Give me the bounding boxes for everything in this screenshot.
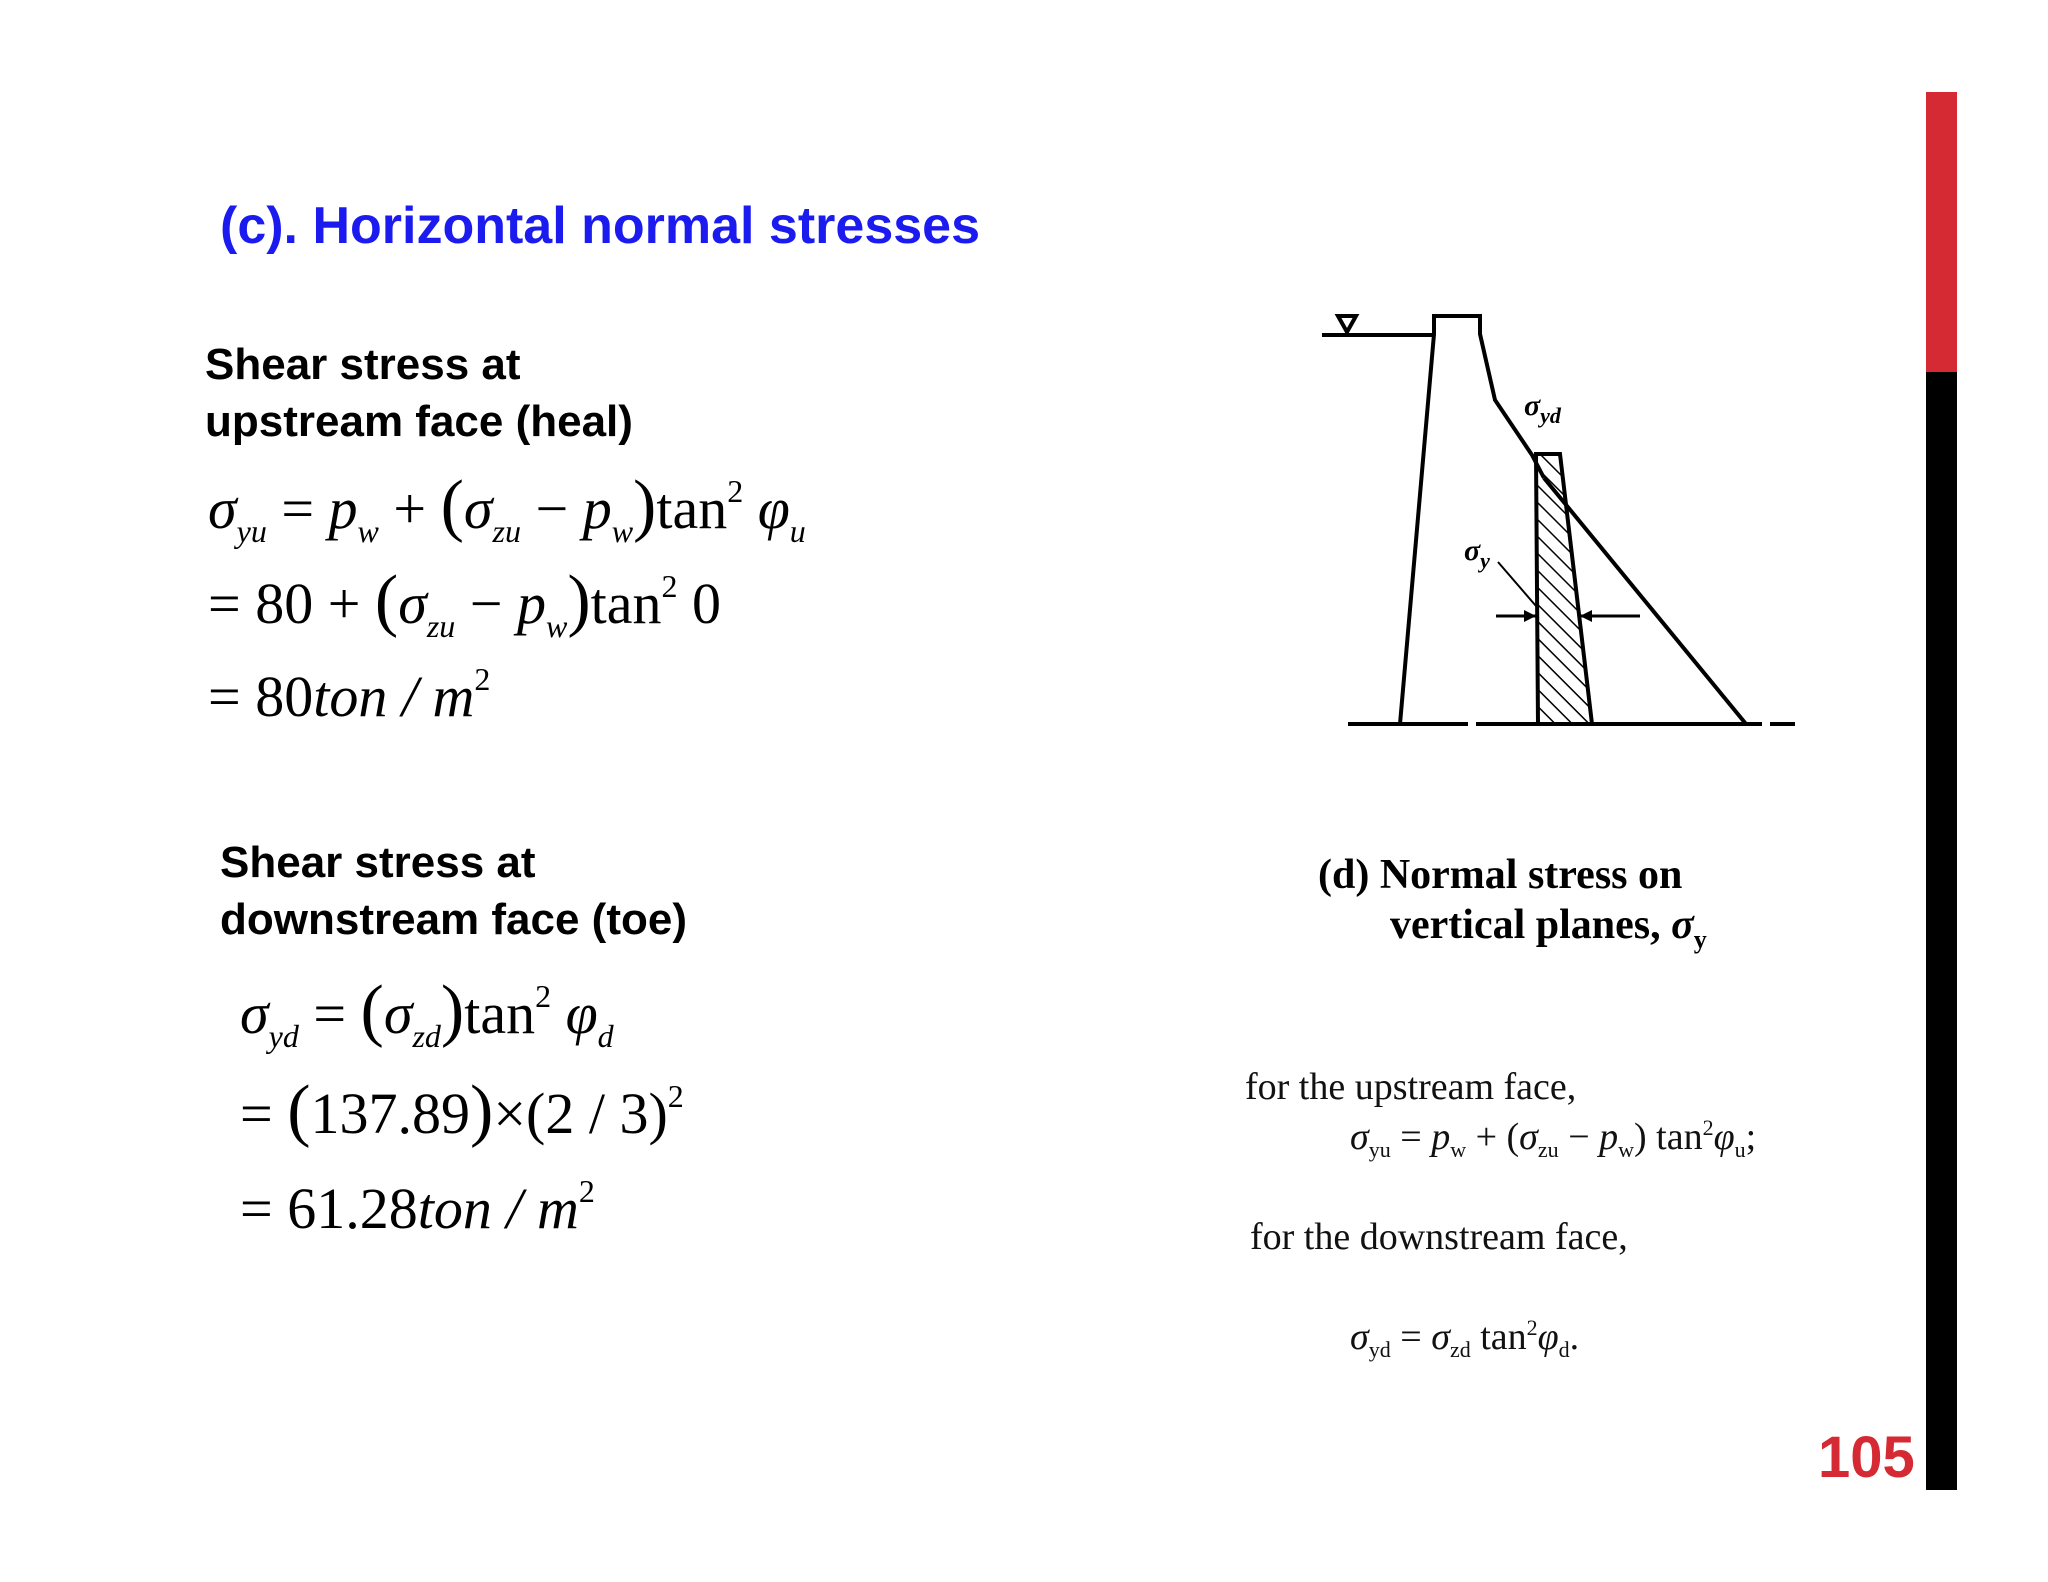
exponent: 2 bbox=[727, 473, 744, 509]
dam-outline bbox=[1400, 316, 1544, 724]
sigma-symbol: σ bbox=[240, 981, 269, 1046]
left-paren: ( bbox=[374, 562, 399, 639]
arrowhead-icon bbox=[1524, 610, 1536, 622]
exponent: 2 bbox=[578, 1173, 595, 1209]
pressure-symbol: p bbox=[582, 476, 612, 541]
exponent: 2 bbox=[535, 978, 552, 1014]
unit: ton / m bbox=[417, 1176, 579, 1241]
downstream-equation-1 bbox=[240, 972, 614, 1054]
upstream-note-text: for the upstream face, bbox=[1245, 1066, 1577, 1108]
left-paren: ( bbox=[287, 1072, 311, 1149]
subscript: zu bbox=[492, 513, 521, 549]
stress-value: 137.89 bbox=[310, 1081, 471, 1146]
arrowhead-icon bbox=[1580, 610, 1592, 622]
exponent: 2 bbox=[667, 1078, 684, 1114]
equation-prefix: = 61.28 bbox=[240, 1176, 418, 1241]
sigma-y-leader bbox=[1498, 562, 1536, 606]
equals-sign: = bbox=[266, 476, 329, 541]
equation-prefix: = bbox=[240, 1081, 288, 1146]
upstream-note-formula: $\sigma_{yu} = p_w + (\sigma_{zu} - p_w)$ $\tan^2\varphi_u$; bbox=[1350, 1115, 1757, 1162]
downstream-label-line1: Shear stress at bbox=[220, 838, 536, 887]
multiplier: ×(2 / 3) bbox=[493, 1081, 668, 1146]
downstream-label-line2: downstream face (toe) bbox=[220, 895, 687, 944]
subscript: zu bbox=[426, 608, 456, 644]
right-paren: ) bbox=[470, 1072, 494, 1149]
upstream-label bbox=[205, 336, 633, 450]
subscript: y bbox=[1693, 925, 1707, 954]
pressure-symbol: p bbox=[517, 571, 547, 636]
subscript: u bbox=[789, 513, 806, 549]
sigma-symbol: σ bbox=[1671, 902, 1694, 948]
subscript: w bbox=[546, 608, 568, 644]
figure-caption bbox=[1318, 850, 1707, 954]
subscript: yu bbox=[236, 513, 267, 549]
sigma-y-label: $\sigma_y$ bbox=[1464, 534, 1490, 573]
water-level-icon bbox=[1338, 316, 1356, 332]
upstream-equation-2 bbox=[208, 562, 722, 644]
left-paren: ( bbox=[440, 467, 464, 544]
sigma-symbol: σ bbox=[383, 981, 413, 1046]
right-paren: ) bbox=[440, 972, 465, 1049]
sigma-symbol: σ bbox=[463, 476, 493, 541]
upstream-equation-3 bbox=[208, 661, 491, 729]
unit: ton / m bbox=[313, 664, 475, 729]
downstream-label bbox=[220, 834, 687, 948]
equation-prefix: = 80 + bbox=[208, 571, 375, 636]
caption-line1: (d) Normal stress on bbox=[1318, 852, 1683, 898]
dam-stress-figure bbox=[1300, 300, 1820, 740]
left-paren: ( bbox=[360, 972, 384, 1049]
subscript: d bbox=[597, 1018, 614, 1054]
subscript: w bbox=[357, 513, 379, 549]
subscript: w bbox=[611, 513, 634, 549]
downstream-note-text: for the downstream face, bbox=[1250, 1216, 1628, 1258]
page-number: 105 bbox=[1818, 1425, 1915, 1490]
phi-symbol: φ bbox=[757, 476, 790, 541]
exponent: 2 bbox=[661, 568, 678, 604]
sigma-yd-label: $\sigma_{yd}$ bbox=[1524, 389, 1561, 428]
equals-sign: = bbox=[298, 981, 361, 1046]
downstream-equation-2 bbox=[240, 1072, 684, 1149]
minus-sign: − bbox=[520, 476, 583, 541]
equation-prefix: = 80 bbox=[208, 664, 314, 729]
sigma-symbol: σ bbox=[208, 476, 237, 541]
right-paren: ) bbox=[633, 467, 657, 544]
upstream-equation-1 bbox=[208, 467, 806, 549]
right-paren: ) bbox=[567, 562, 591, 639]
tan-function: tan bbox=[590, 571, 662, 636]
tan-function: tan bbox=[656, 476, 728, 541]
pressure-symbol: p bbox=[328, 476, 358, 541]
plus-sign: + bbox=[378, 476, 441, 541]
tan-function: tan bbox=[464, 981, 536, 1046]
slide-heading: (c). Horizontal normal stresses bbox=[220, 197, 980, 255]
phi-symbol: φ bbox=[565, 981, 598, 1046]
upstream-label-line2: upstream face (heal) bbox=[205, 397, 633, 446]
caption-line2: vertical planes, $\sigma_y$ bbox=[1390, 902, 1707, 954]
sigma-symbol: σ bbox=[398, 571, 427, 636]
accent-bar-black bbox=[1926, 372, 1957, 1490]
downstream-equation-3 bbox=[240, 1173, 595, 1241]
subscript: yd bbox=[268, 1018, 299, 1054]
upstream-label-line1: Shear stress at bbox=[205, 340, 521, 389]
stress-distribution-hatch bbox=[1536, 454, 1592, 724]
downstream-note-formula: $\sigma_{yd} = \sigma_{zd}$ $\tan^2\varphi_d$. bbox=[1350, 1315, 1580, 1362]
subscript: zd bbox=[412, 1018, 441, 1054]
exponent: 2 bbox=[474, 661, 491, 697]
minus-sign: − bbox=[455, 571, 518, 636]
equation-tail: 0 bbox=[677, 571, 722, 636]
accent-bar-red bbox=[1926, 92, 1957, 372]
